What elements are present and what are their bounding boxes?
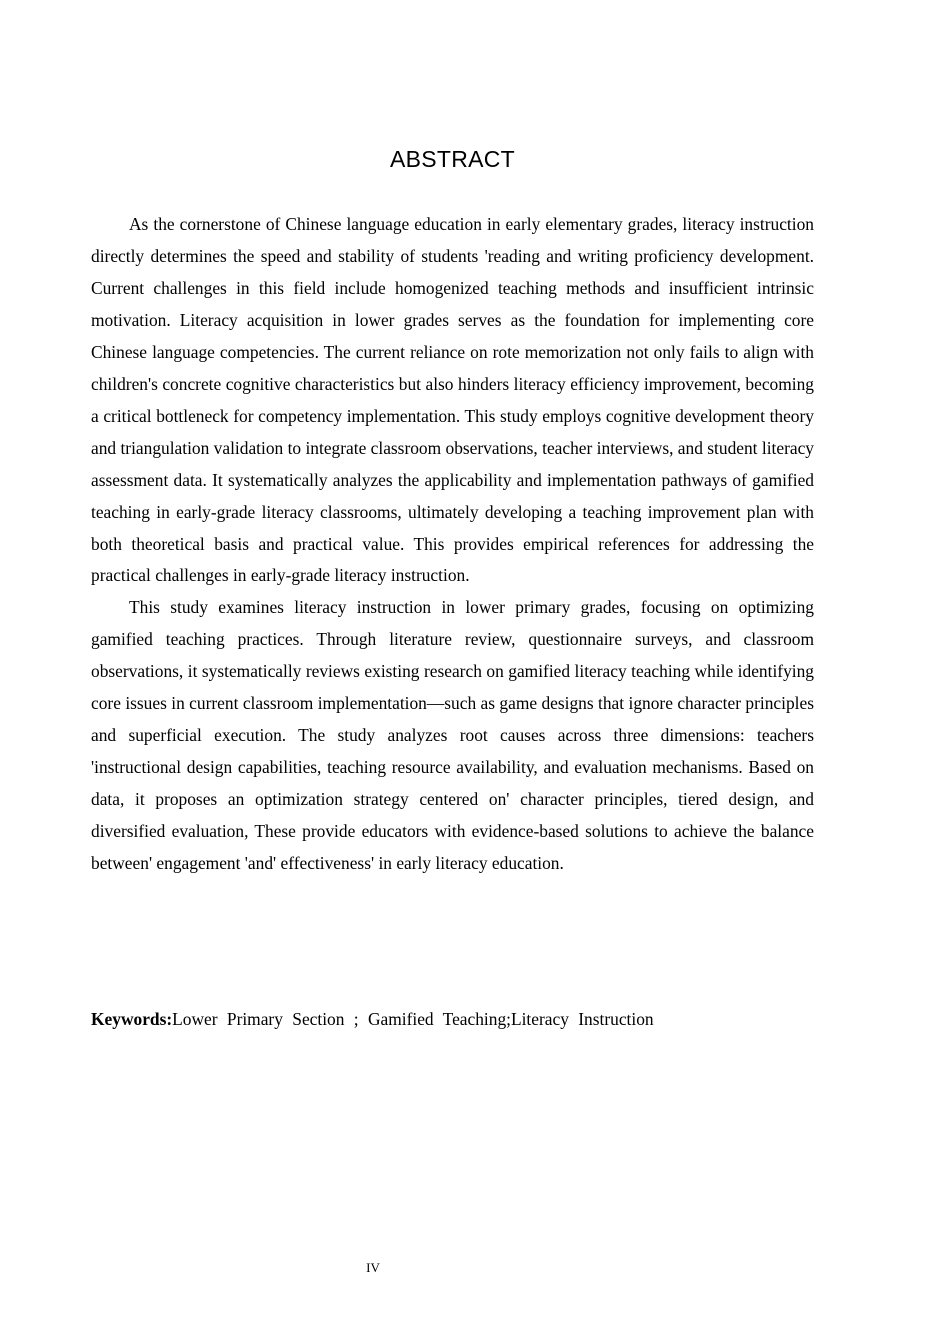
abstract-body: [91, 209, 814, 880]
page-number: IV: [366, 1260, 380, 1275]
abstract-title: ABSTRACT: [389, 146, 516, 172]
abstract-paragraph-2: This study examines literacy instruction in lower primary grades, focusing on optimizing gamified teaching practices. Through literature review, questionnaire surveys, and classroom observations, it systematically reviews existing research on gamified literacy teaching while identifying core issues in current classroom implementation—such as game designs that ignore character principles and superficial execution. The study analyzes root causes across three dimensions: teachers 'instructional design capabilities, teaching resource availability, and evaluation mechanisms. Based on data, it proposes an optimization strategy centered on' character principles, tiered design, and diversified evaluation, These provide educators with evidence-based solutions to achieve the balance between' engagement 'and' effectiveness' in early literacy education.: [91, 597, 814, 874]
keywords-value: Lower Primary Section ; Gamified Teaching;Literacy Instruction: [172, 1009, 654, 1029]
abstract-paragraph-1: As the cornerstone of Chinese language education in early elementary grades, literacy instruction directly determines the speed and stability of students 'reading and writing proficiency development. Current challenges in this field include homogenized teaching methods and insufficient intrinsic motivation. Literacy acquisition in lower grades serves as the foundation for implementing core Chinese language competencies. The current reliance on rote memorization not only fails to align with children's concrete cognitive characteristics but also hinders literacy efficiency improvement, becoming a critical bottleneck for competency implementation. This study employs cognitive development theory and triangulation validation to integrate classroom observations, teacher interviews, and student literacy assessment data. It systematically analyzes the applicability and implementation pathways of gamified teaching in early-grade literacy classrooms, ultimately developing a teaching improvement plan with both theoretical basis and practical value. This provides empirical references for addressing the practical challenges in early-grade literacy instruction.: [91, 214, 814, 586]
keywords-line: [91, 1004, 814, 1035]
keywords-label: Keywords:: [91, 1009, 173, 1029]
